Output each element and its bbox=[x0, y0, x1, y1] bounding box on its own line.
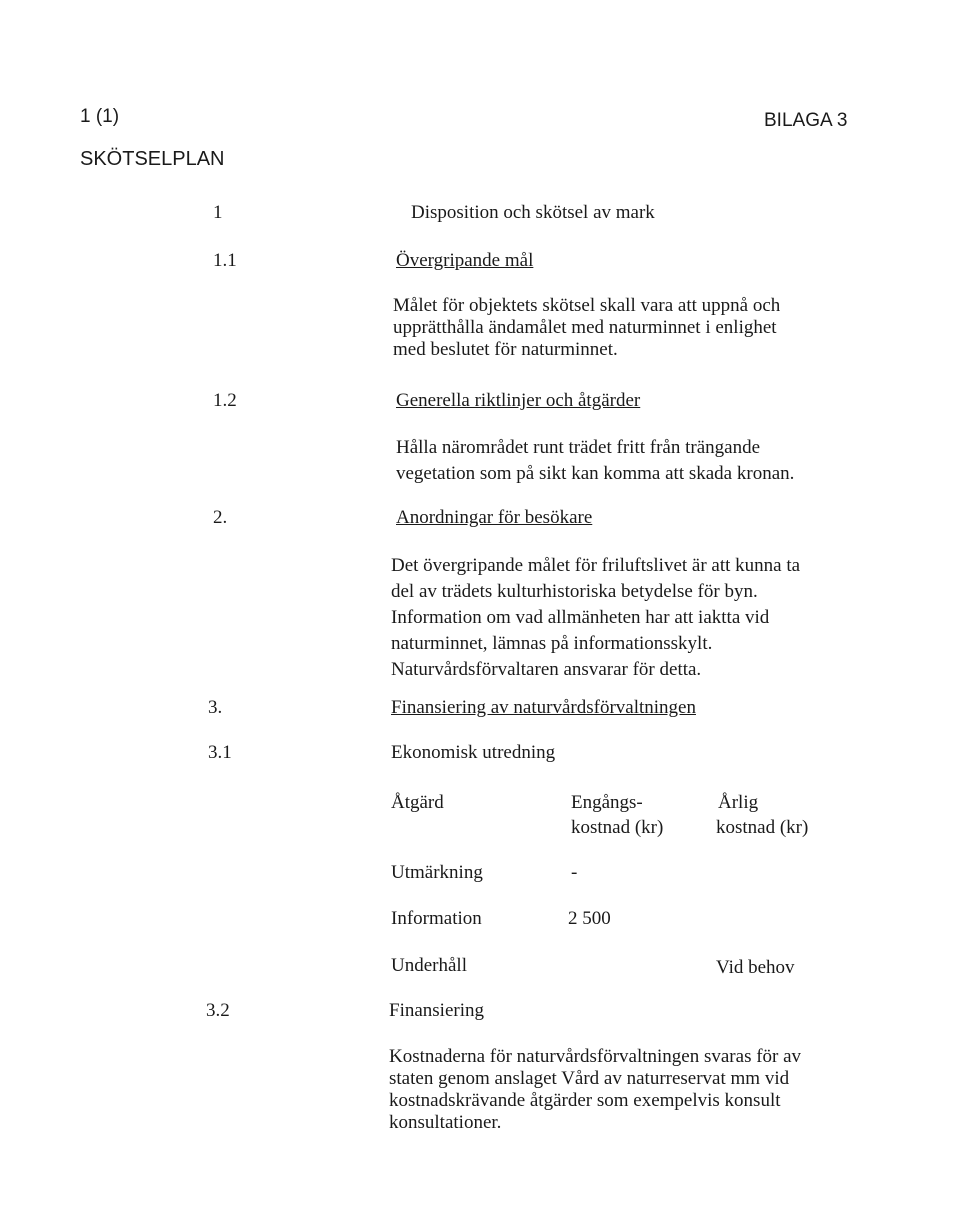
section-1-number: 1 bbox=[213, 202, 223, 223]
section-3-1-number: 3.1 bbox=[208, 742, 232, 763]
section-1-1-heading: Övergripande mål bbox=[396, 250, 534, 271]
page-number: 1 (1) bbox=[80, 106, 120, 127]
section-1-1-number: 1.1 bbox=[213, 250, 237, 271]
section-1-2-heading: Generella riktlinjer och åtgärder bbox=[396, 390, 641, 411]
table-header-onetime-line2: kostnad (kr) bbox=[571, 817, 664, 838]
table-row-action: Information bbox=[391, 908, 482, 929]
document-title: SKÖTSELPLAN bbox=[80, 148, 225, 170]
paragraph-line: Hålla närområdet runt trädet fritt från trängande bbox=[396, 437, 760, 458]
section-3-number: 3. bbox=[208, 697, 223, 718]
table-header-annual-line2: kostnad (kr) bbox=[716, 817, 809, 838]
section-3-2-paragraph bbox=[389, 1046, 801, 1134]
paragraph-line: staten genom anslaget Vård av naturreservat mm vid bbox=[389, 1068, 790, 1089]
paragraph-line: Det övergripande målet för friluftslivet är att kunna ta bbox=[391, 555, 801, 576]
paragraph-line: vegetation som på sikt kan komma att skada kronan. bbox=[396, 463, 795, 484]
table-row-annual: Vid behov bbox=[716, 957, 795, 978]
paragraph-line: konsultationer. bbox=[389, 1112, 502, 1133]
table-header-onetime-line1: Engångs- bbox=[571, 792, 643, 813]
section-1-2-paragraph bbox=[396, 435, 794, 487]
paragraph-line: Information om vad allmänheten har att iaktta vid bbox=[391, 607, 770, 628]
table-row-onetime: 2 500 bbox=[568, 908, 611, 929]
table-row-onetime: - bbox=[571, 862, 578, 883]
table-row-action: Utmärkning bbox=[391, 862, 483, 883]
paragraph-line: del av trädets kulturhistoriska betydelse för byn. bbox=[391, 581, 758, 602]
section-3-2-heading: Finansiering bbox=[389, 1000, 484, 1021]
paragraph-line: upprätthålla ändamålet med naturminnet i enlighet bbox=[393, 317, 777, 338]
appendix-label: BILAGA 3 bbox=[764, 110, 848, 131]
section-3-heading: Finansiering av naturvårdsförvaltningen bbox=[391, 697, 696, 718]
paragraph-line: med beslutet för naturminnet. bbox=[393, 339, 618, 360]
paragraph-line: Kostnaderna för naturvårdsförvaltningen svaras för av bbox=[389, 1046, 802, 1067]
section-3-1-heading: Ekonomisk utredning bbox=[391, 742, 556, 763]
paragraph-line: Målet för objektets skötsel skall vara att uppnå och bbox=[393, 295, 781, 316]
section-2-number: 2. bbox=[213, 507, 228, 528]
table-header-annual-line1: Årlig bbox=[718, 792, 759, 813]
section-1-2-number: 1.2 bbox=[213, 390, 237, 411]
paragraph-line: naturminnet, lämnas på informationsskylt. bbox=[391, 633, 713, 654]
table-row-action: Underhåll bbox=[391, 955, 467, 976]
section-1-1-paragraph bbox=[393, 295, 780, 361]
section-3-2-number: 3.2 bbox=[206, 1000, 230, 1021]
table-header-action: Åtgärd bbox=[391, 792, 444, 813]
paragraph-line: kostnadskrävande åtgärder som exempelvis konsult bbox=[389, 1090, 781, 1111]
section-2-heading: Anordningar för besökare bbox=[396, 507, 593, 528]
section-2-paragraph bbox=[391, 553, 800, 683]
section-1-heading: Disposition och skötsel av mark bbox=[411, 202, 655, 223]
paragraph-line: Naturvårdsförvaltaren ansvarar för detta. bbox=[391, 659, 702, 680]
